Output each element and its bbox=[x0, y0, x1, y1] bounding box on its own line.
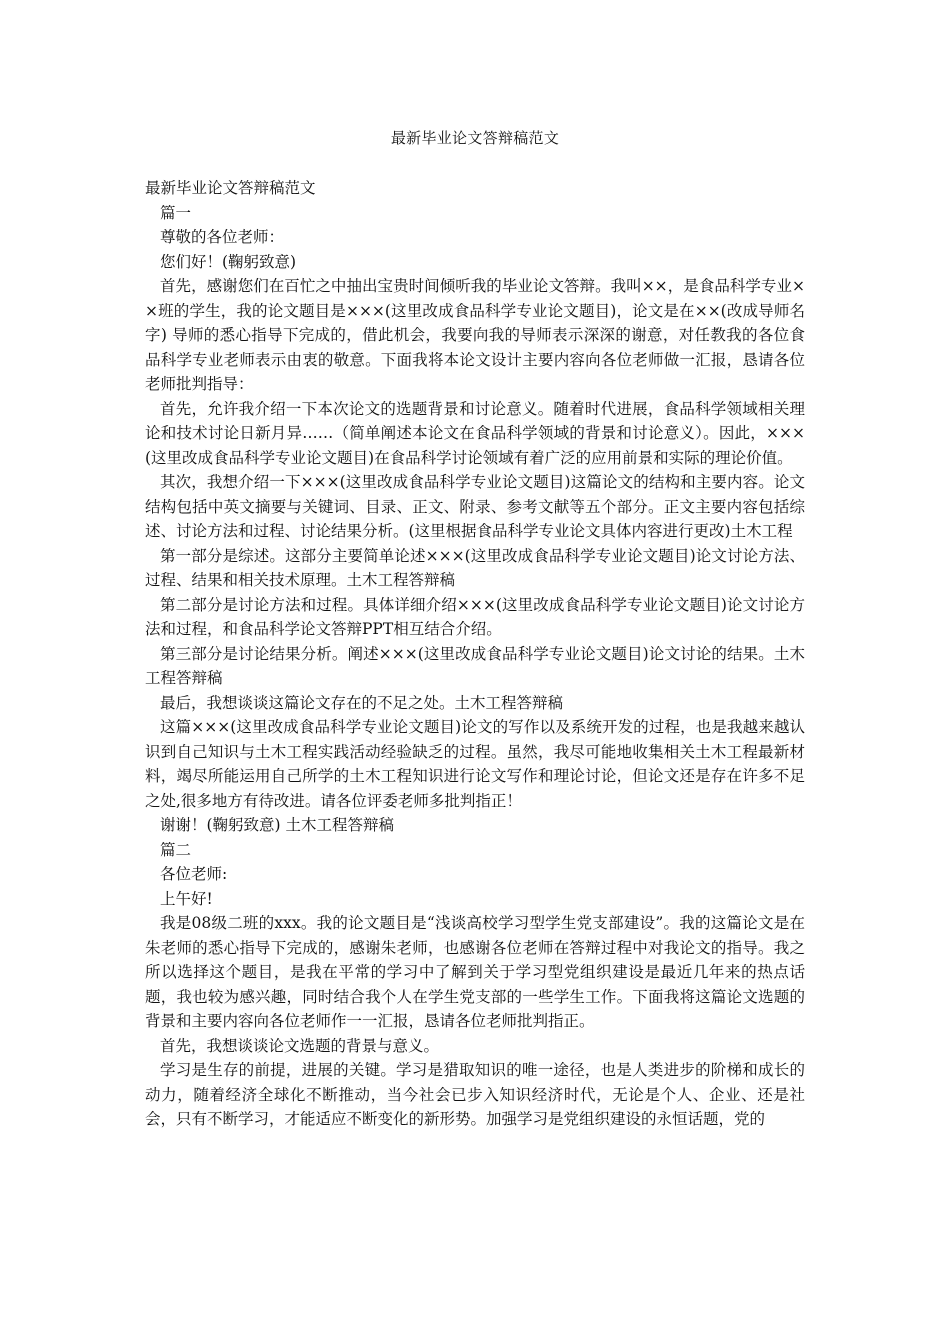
paragraph: 第一部分是综述。这部分主要简单论述×××(这里改成食品科学专业论文题目)论文讨论方法、过程、结果和相关技术原理。土木工程答辩稿 bbox=[145, 546, 805, 589]
paragraph: 您们好！(鞠躬致意) bbox=[160, 252, 297, 271]
document-body bbox=[145, 176, 805, 1132]
paragraph: 学习是生存的前提，进展的关键。学习是猎取知识的唯一途径，也是人类进步的阶梯和成长的动力，随着经济全球化不断推动，当今社会已步入知识经济时代，无论是个人、企业、还是社会，只有不断学习，才能适应不断变化的新形势。加强学习是党组织建设的永恒话题，党的 bbox=[145, 1061, 805, 1128]
paragraph: 其次，我想介绍一下×××(这里改成食品科学专业论文题目)这篇论文的结构和主要内容。论文结构包括中英文摘要与关键词、目录、正文、附录、参考文献等五个部分。正文主要内容包括综述、讨论方法和过程、讨论结果分析。(这里根据食品科学专业论文具体内容进行更改)土木工程 bbox=[145, 473, 805, 540]
paragraph: 首先，允许我介绍一下本次论文的选题背景和讨论意义。随着时代进展，食品科学领域相关理论和技术讨论日新月异……（简单阐述本论文在食品科学领域的背景和讨论意义）。因此，×××(这里改成食品科学专业论文题目)在食品科学讨论领域有着广泛的应用前景和实际的理论价值。 bbox=[145, 399, 805, 467]
paragraph: 这篇×××(这里改成食品科学专业论文题目)论文的写作以及系统开发的过程，也是我越来越认识到自己知识与土木工程实践活动经验缺乏的过程。虽然，我尽可能地收集相关土木工程最新材料，竭尽所能运用自己所学的土木工程知识进行论文写作和理论讨论，但论文还是存在许多不足之处,很多地方有待改进。请各位评委老师多批判指正！ bbox=[145, 718, 805, 810]
paragraph: 篇一 bbox=[160, 203, 192, 222]
paragraph: 最后，我想谈谈这篇论文存在的不足之处。土木工程答辩稿 bbox=[160, 693, 564, 712]
document-title: 最新毕业论文答辩稿范文 bbox=[390, 129, 560, 147]
paragraph: 首先，我想谈谈论文选题的背景与意义。 bbox=[160, 1036, 440, 1055]
paragraph: 尊敬的各位老师： bbox=[160, 228, 285, 246]
paragraph: 谢谢！(鞠躬致意) 土木工程答辩稿 bbox=[160, 816, 395, 834]
paragraph: 第二部分是讨论方法和过程。具体详细介绍×××(这里改成食品科学专业论文题目)论文讨论方法和过程，和食品科学论文答辩PPT相互结合介绍。 bbox=[145, 595, 805, 638]
paragraph: 第三部分是讨论结果分析。阐述×××(这里改成食品科学专业论文题目)论文讨论的结果。土木工程答辩稿 bbox=[145, 644, 805, 687]
paragraph: 篇二 bbox=[160, 840, 192, 859]
paragraph: 首先，感谢您们在百忙之中抽出宝贵时间倾听我的毕业论文答辩。我叫××，是食品科学专业××班的学生，我的论文题目是×××(这里改成食品科学专业论文题目)，论文是在××(改成导师名字) 导师的悉心指导下完成的，借此机会，我要向我的导师表示深深的谢意，对任教我的各位食品科学专业老师表示由衷的敬意。下面我将本论文设计主要内容向各位老师做一汇报，恳请各位老师批判指导： bbox=[145, 277, 805, 393]
paragraph: 上午好! bbox=[160, 889, 213, 908]
paragraph: 我是08级二班的xxx。我的论文题目是“浅谈高校学习型学生党支部建设”。我的这篇论文是在朱老师的悉心指导下完成的，感谢朱老师，也感谢各位老师在答辩过程中对我论文的指导。我之所以选择这个题目，是我在平常的学习中了解到关于学习型党组织建设是最近几年来的热点话题，我也较为感兴趣，同时结合我个人在学生党支部的一些学生工作。下面我将这篇论文选题的背景和主要内容向各位老师作一一汇报，恳请各位老师批判指正。 bbox=[145, 914, 805, 1030]
paragraph: 最新毕业论文答辩稿范文 bbox=[145, 179, 316, 197]
paragraph: 各位老师: bbox=[160, 865, 228, 883]
